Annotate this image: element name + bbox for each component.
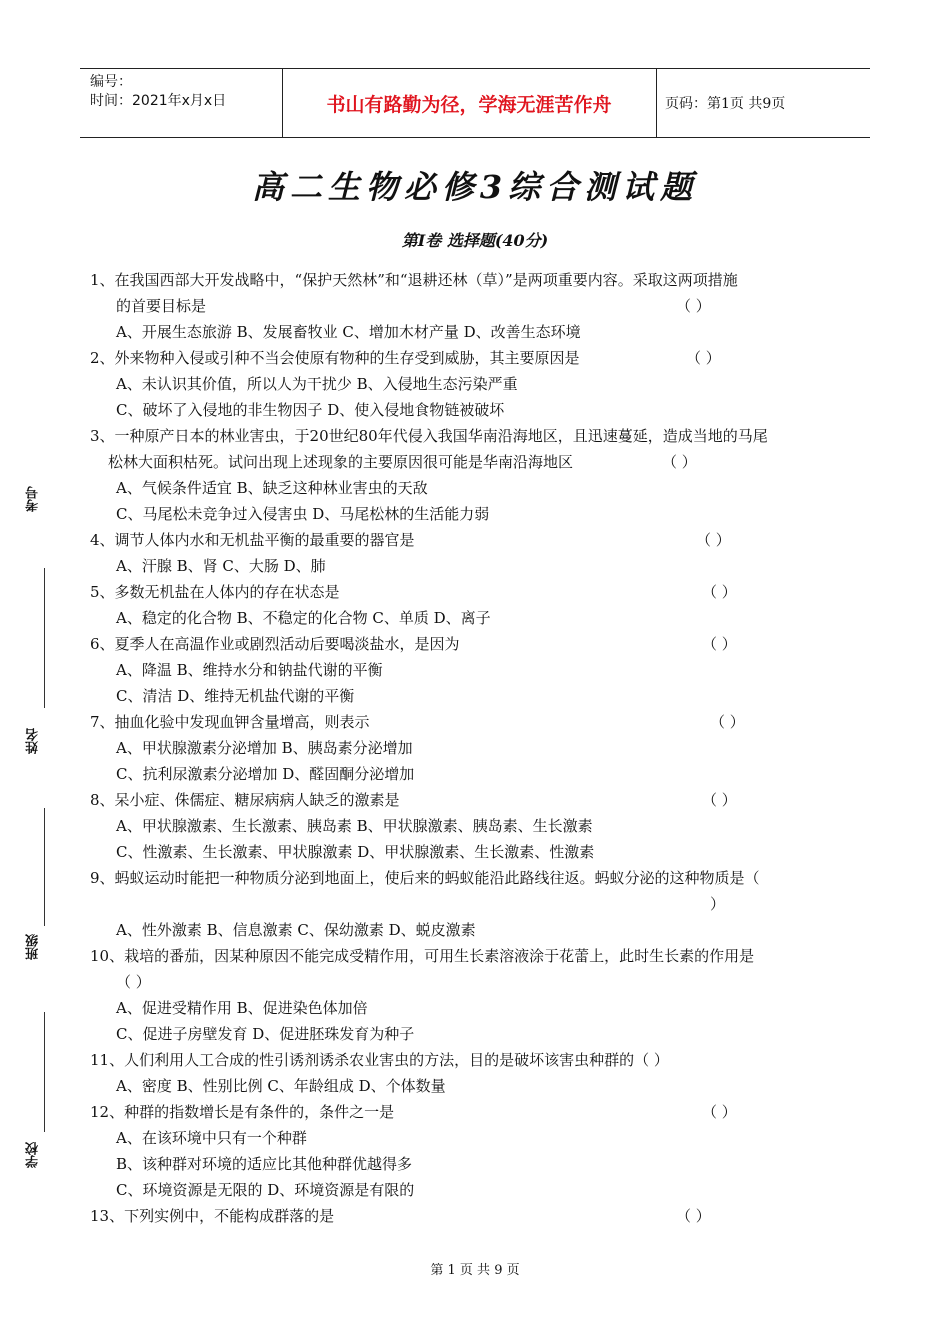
question-line: 1、在我国西部大开发战略中，“保护天然林”和“退耕还林（草）”是两项重要内容。采取这两项措施 (90, 271, 738, 289)
question-line: A、性外激素 B、信息激素 C、保幼激素 D、蜕皮激素 (116, 921, 476, 939)
side-label-school: 学校 (26, 1142, 41, 1168)
sidebar-line (44, 568, 45, 708)
question-line: C、环境资源是无限的 D、环境资源是有限的 (116, 1181, 415, 1199)
date-label: 时间：2021年x月x日 (90, 93, 227, 109)
question-line: 13、下列实例中，不能构成群落的是 (90, 1207, 335, 1225)
number-label: 编号： (90, 74, 132, 90)
question-line: A、降温 B、维持水分和钠盐代谢的平衡 (116, 661, 383, 679)
question-line: A、开展生态旅游 B、发展畜牧业 C、增加木材产量 D、改善生态环境 (116, 323, 581, 341)
question-line: A、密度 B、性别比例 C、年龄组成 D、个体数量 (116, 1077, 446, 1095)
question-line: 松林大面积枯死。试问出现上述现象的主要原因很可能是华南沿海地区 (108, 453, 574, 471)
question-line: 4、调节人体内水和无机盐平衡的最重要的器官是 (90, 531, 415, 549)
question-line: A、气候条件适宜 B、缺乏这种林业害虫的天敌 (116, 479, 428, 497)
sidebar-line (44, 1012, 45, 1132)
question-line: （ ） (686, 349, 721, 367)
header-info (90, 73, 226, 111)
side-label-name: 姓名 (26, 728, 41, 754)
question-line: （ ） (676, 1207, 711, 1225)
question-line: 2、外来物种入侵或引种不当会使原有物种的生存受到威胁，其主要原因是 (90, 349, 580, 367)
question-line: 5、多数无机盐在人体内的存在状态是 (90, 583, 340, 601)
divider (656, 69, 657, 137)
question-line: （ ） (702, 791, 737, 809)
question-line: 7、抽血化验中发现血钾含量增高，则表示 (90, 713, 370, 731)
page-footer: 第 1 页 共 9 页 (430, 1263, 520, 1278)
page-title: 高二生物必修3综合测试题 (251, 168, 699, 206)
motto: 书山有路勤为径，学海无涯苦作舟 (326, 93, 612, 116)
question-line: （ ） (710, 713, 745, 731)
question-line: 6、夏季人在高温作业或剧烈活动后要喝淡盐水，是因为 (90, 635, 460, 653)
question-line: ） (710, 895, 726, 913)
section-subtitle: 第Ⅰ卷 选择题(40分) (401, 231, 549, 250)
question-line: C、马尾松未竞争过入侵害虫 D、马尾松林的生活能力弱 (116, 505, 490, 523)
question-line: 3、一种原产日本的林业害虫，于20世纪80年代侵入我国华南沿海地区，且迅速蔓延，造成当地的马尾 (90, 427, 768, 445)
question-line: C、抗利尿激素分泌增加 D、醛固酮分泌增加 (116, 765, 415, 783)
question-line: （ ） (116, 973, 151, 991)
question-line: 8、呆小症、侏儒症、糖尿病病人缺乏的激素是 (90, 791, 400, 809)
question-line: A、甲状腺激素、生长激素、胰岛素 B、甲状腺激素、胰岛素、生长激素 (116, 817, 593, 835)
question-line: C、破坏了入侵地的非生物因子 D、使入侵地食物链被破坏 (116, 401, 505, 419)
question-line: （ ） (702, 1103, 737, 1121)
question-line: A、促进受精作用 B、促进染色体加倍 (116, 999, 368, 1017)
question-line: A、稳定的化合物 B、不稳定的化合物 C、单质 D、离子 (116, 609, 491, 627)
page-label: 页码：第1页 共9页 (665, 96, 786, 112)
question-line: 的首要目标是 (116, 297, 207, 315)
side-label-class: 班级 (26, 934, 41, 960)
question-line: A、在该环境中只有一个种群 (116, 1129, 307, 1147)
question-line: C、清洁 D、维持无机盐代谢的平衡 (116, 687, 355, 705)
sidebar-line (44, 808, 45, 926)
question-line: A、未认识其价值，所以人为干扰少 B、入侵地生态污染严重 (116, 375, 518, 393)
question-line: 9、蚂蚁运动时能把一种物质分泌到地面上，使后来的蚂蚁能沿此路线往返。蚂蚁分泌的这种物质是（ (90, 869, 760, 887)
side-label-exam-number: 考号 (26, 486, 41, 512)
question-line: C、促进子房壁发育 D、促进胚珠发育为种子 (116, 1025, 415, 1043)
question-line: （ ） (676, 297, 711, 315)
question-line: A、汗腺 B、肾 C、大肠 D、肺 (116, 557, 326, 575)
header-table (80, 68, 870, 138)
question-line: 12、种群的指数增长是有条件的，条件之一是 (90, 1103, 395, 1121)
question-line: 11、人们利用人工合成的性引诱剂诱杀农业害虫的方法，目的是破坏该害虫种群的（ ） (90, 1051, 669, 1069)
question-line: C、性激素、生长激素、甲状腺激素 D、甲状腺激素、生长激素、性激素 (116, 843, 595, 861)
question-line: B、该种群对环境的适应比其他种群优越得多 (116, 1155, 413, 1173)
question-line: A、甲状腺激素分泌增加 B、胰岛素分泌增加 (116, 739, 413, 757)
question-line: （ ） (662, 453, 697, 471)
question-line: （ ） (696, 531, 731, 549)
question-line: （ ） (702, 583, 737, 601)
question-line: （ ） (702, 635, 737, 653)
question-line: 10、栽培的番茄，因某种原因不能完成受精作用，可用生长素溶液涂于花蕾上，此时生长素的作用是 (90, 947, 755, 965)
